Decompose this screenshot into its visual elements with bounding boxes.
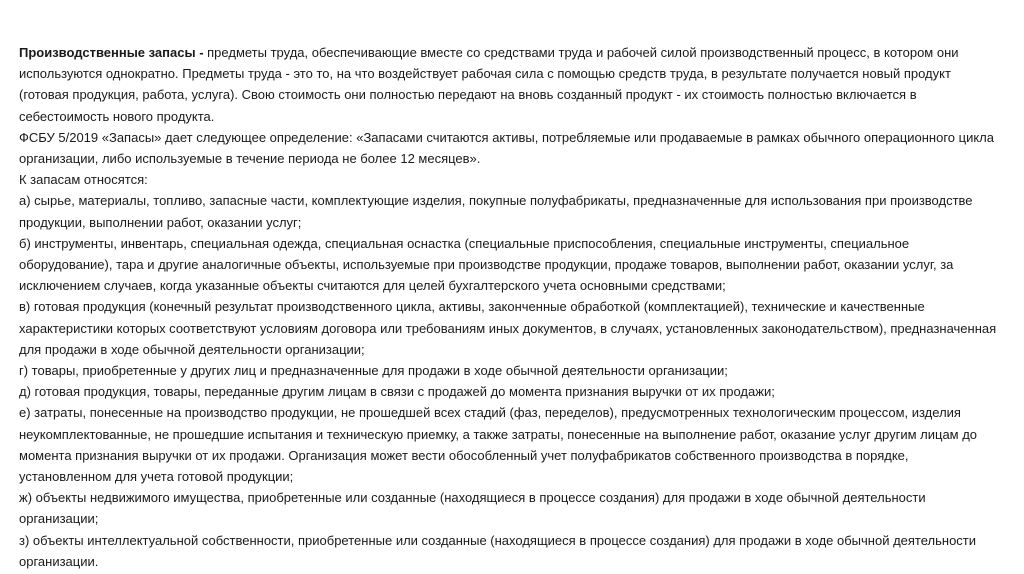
body-text [19,42,1004,572]
list-item-e: е) затраты, понесенные на производство продукции, не прошедшей всех стадий (фаз, переделов), предусмотренных технологическим процессом, изделия неукомплектованные, не прошедшие испытания и техническую приемку, а также затраты, понесенные на выполнение работ, оказание услуг другим лицам до момента признания выручки от их продажи. Организация может вести обособленный учет полуфабрикатов собственного производства в порядке, установленном для учета готовой продукции; [19,405,978,485]
list-item-b: б) инструменты, инвентарь, специальная одежда, специальная оснастка (специальные приспособления, специальные инструменты, специальное оборудование), тара и другие аналогичные объекты, используемые при производстве продукции, продаже товаров, выполнении работ, оказании услуг, за исключением случаев, когда указанные объекты считаются для целей бухгалтерского учета основными средствами; [19,235,954,294]
list-item-a: а) сырье, материалы, топливо, запасные части, комплектующие изделия, покупные полуфабрикаты, предназначенные для использования при производстве продукции, выполнении работ, оказании услуг; [19,193,973,230]
definition-paragraph [19,42,1004,127]
term-heading: Производственные запасы - [19,45,204,60]
fsbu-definition: ФСБУ 5/2019 «Запасы» дает следующее определение: «Запасами считаются активы, потребляемые или продаваемые в рамках обычного операционного цикла организации, либо используемые в течение периода не более 12 месяцев». [19,129,994,167]
definition-text: предметы труда, обеспечивающие вместе со средствами труда и рабочей силой производственный процесс, в котором они используются однократно. Предметы труда - это то, на что воздействует рабочая сила с помощью средств труда, в результате получается новый продукт (готовая продукция, работа, услуга). Свою стоимость они полностью передают на вновь созданный продукт - их стоимость полностью включается в себестоимость нового продукта. [19,45,959,124]
list-item-v: в) готовая продукция (конечный результат производственного цикла, активы, законченные обработкой (комплектацией), технические и качественные характеристики которых соответствуют условиям договора или требованиям иных документов, в случаях, установленных законодательством), предназначенная для продажи в ходе обычной деятельности организации; [19,299,997,357]
list-intro: К запасам относятся: [19,172,148,188]
list-item-g: г) товары, приобретенные у других лиц и предназначенные для продажи в ходе обычной деятельности организации; [19,363,728,379]
list-item-zh: ж) объекты недвижимого имущества, приобретенные или созданные (находящиеся в процессе создания) для продажи в ходе обычной деятельности организации; [19,490,926,527]
list-item-z: з) объекты интеллектуальной собственности, приобретенные или созданные (находящиеся в процессе создания) для продажи в ходе обычной деятельности организации. [19,532,977,569]
list-item-d: д) готовая продукция, товары, переданные другим лицам в связи с продажей до момента признания выручки от их продажи; [19,384,775,400]
